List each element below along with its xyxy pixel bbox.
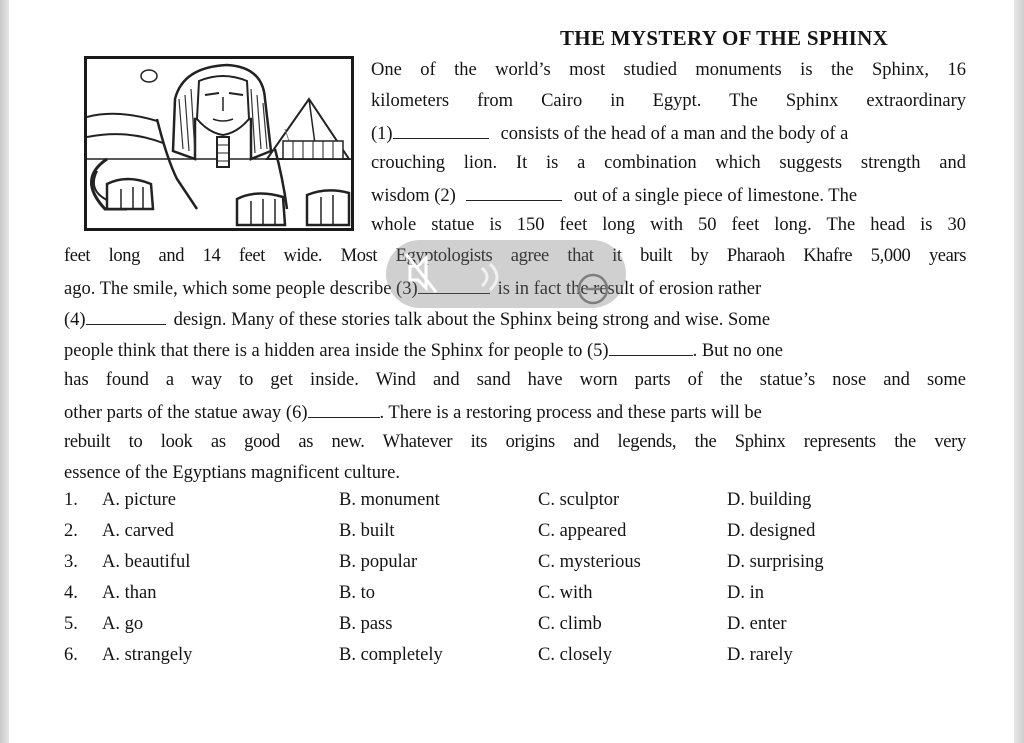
question-number: 6. [64, 645, 78, 665]
answer-blank-1[interactable] [393, 120, 489, 139]
option-a[interactable]: A. carved [102, 521, 174, 541]
answer-blank-2[interactable] [466, 182, 562, 201]
passage-line: wisdom (2) out of a single piece of limestone. The [371, 182, 857, 208]
minus-circle-icon[interactable] [576, 272, 610, 306]
option-b[interactable]: B. built [339, 521, 395, 541]
option-a[interactable]: A. picture [102, 490, 176, 510]
option-b[interactable]: B. to [339, 583, 375, 603]
option-c[interactable]: C. climb [538, 614, 602, 634]
option-a[interactable]: A. strangely [102, 645, 193, 665]
volume-wave-icon[interactable] [474, 258, 512, 296]
passage-line: other parts of the statue away (6) . There is a restoring process and these parts will be [64, 399, 762, 425]
right-border [1014, 0, 1024, 743]
passage-line: has found a way to get inside. Wind and sand have worn parts of the statue’s nose and some [64, 370, 966, 390]
page-title: THE MYSTERY OF THE SPHINX [560, 26, 889, 50]
passage-line: crouching lion. It is a combination which suggests strength and [371, 153, 966, 173]
passage-line: One of the world’s most studied monuments is the Sphinx, 16 [371, 60, 966, 80]
option-d[interactable]: D. building [727, 490, 812, 510]
option-a[interactable]: A. than [102, 583, 157, 603]
mute-icon[interactable] [404, 250, 438, 296]
passage-line: essence of the Egyptians magnificent culture. [64, 463, 400, 483]
option-c[interactable]: C. appeared [538, 521, 627, 541]
passage-line: rebuilt to look as good as new. Whatever its origins and legends, the Sphinx represents the very [64, 432, 966, 452]
option-d[interactable]: D. designed [727, 521, 816, 541]
option-c[interactable]: C. with [538, 583, 593, 603]
left-border [0, 0, 9, 743]
passage-line: whole statue is 150 feet long with 50 feet long. The head is 30 [371, 215, 966, 235]
question-number: 5. [64, 614, 78, 634]
option-c[interactable]: C. mysterious [538, 552, 641, 572]
question-number: 2. [64, 521, 78, 541]
answer-blank-4[interactable] [86, 306, 166, 325]
question-number: 1. [64, 490, 78, 510]
option-d[interactable]: D. in [727, 583, 764, 603]
answer-blank-5[interactable] [609, 337, 693, 356]
option-b[interactable]: B. popular [339, 552, 418, 572]
answer-blank-6[interactable] [308, 399, 380, 418]
question-number: 3. [64, 552, 78, 572]
passage-line: feet long and 14 feet wide. Most Egyptologists agree that it built by Pharaoh Khafre 5,000 years [64, 246, 966, 266]
sphinx-drawing [87, 59, 351, 228]
sphinx-illustration [84, 56, 354, 231]
passage-line: ago. The smile, which some people describe (3) is in fact the result of erosion rather [64, 275, 761, 301]
option-a[interactable]: A. go [102, 614, 144, 634]
question-number: 4. [64, 583, 78, 603]
passage-line: kilometers from Cairo in Egypt. The Sphinx extraordinary [371, 91, 966, 111]
option-b[interactable]: B. pass [339, 614, 393, 634]
option-c[interactable]: C. closely [538, 645, 612, 665]
passage-line: (4) design. Many of these stories talk about the Sphinx being strong and wise. Some [64, 306, 770, 332]
passage-line: (1) consists of the head of a man and the body of a [371, 120, 848, 146]
option-b[interactable]: B. monument [339, 490, 440, 510]
option-d[interactable]: D. surprising [727, 552, 824, 572]
passage-line: people think that there is a hidden area inside the Sphinx for people to (5) . But no one [64, 337, 783, 363]
option-b[interactable]: B. completely [339, 645, 443, 665]
option-c[interactable]: C. sculptor [538, 490, 620, 510]
option-a[interactable]: A. beautiful [102, 552, 191, 572]
option-d[interactable]: D. enter [727, 614, 787, 634]
option-d[interactable]: D. rarely [727, 645, 793, 665]
